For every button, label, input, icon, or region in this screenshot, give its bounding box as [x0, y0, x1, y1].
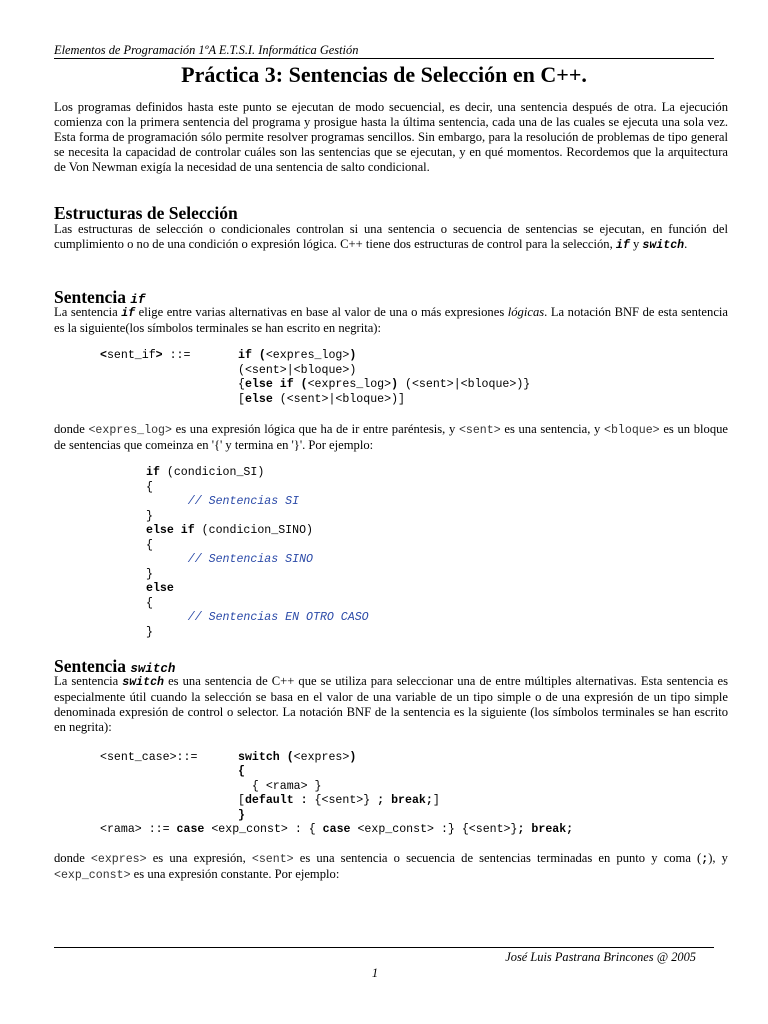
text-span: elige entre varias alternativas en base al valor de una o más expresiones — [135, 305, 508, 319]
bnf-token: [ — [238, 794, 245, 807]
bnf-token: { — [238, 378, 245, 391]
bnf-rama-line — [100, 822, 573, 837]
code-brace: { — [146, 480, 153, 494]
code-token: <expres> — [90, 853, 147, 866]
bnf-if-line-4 — [238, 392, 405, 407]
bnf-token: } — [238, 809, 245, 822]
italic-text: lógicas — [507, 305, 545, 319]
bnf-token: switch ( — [238, 751, 294, 764]
keyword-switch: switch — [122, 676, 165, 689]
code-brace: } — [146, 625, 153, 639]
text-span: es una expresión lógica que ha de ir entre paréntesis, y — [171, 422, 459, 436]
text-span: donde — [54, 422, 89, 436]
bnf-token: <exp_const> : { — [204, 823, 323, 836]
bnf-token: <expres_log> — [265, 349, 350, 362]
text-span: es una sentencia o secuencia de sentencias terminadas en punto y coma ( — [293, 851, 702, 865]
heading-keyword: if — [130, 293, 146, 307]
section-switch-paragraph — [54, 674, 728, 735]
bnf-token: ) — [349, 349, 357, 362]
bnf-token: ) — [391, 378, 399, 391]
code-comment: // Sentencias EN OTRO CASO — [187, 611, 369, 624]
bnf-if-line-2: (<sent>|<bloque>) — [238, 364, 357, 377]
bnf-token: > — [155, 349, 163, 362]
code-token: <exp_const> — [54, 869, 131, 882]
code-keyword: if — [146, 466, 160, 479]
code-token: <expres_log> — [88, 424, 172, 437]
keyword-if: if — [121, 307, 136, 320]
text-span: y — [629, 237, 643, 251]
bnf-if-line-3 — [238, 377, 530, 392]
bnf-token: ; break; — [517, 823, 574, 836]
bnf-switch-line-5 — [238, 808, 245, 823]
bnf-token: [ — [238, 393, 245, 406]
text-span: es una sentencia, y — [500, 422, 604, 436]
text-span: . — [684, 237, 688, 251]
page-number: 1 — [371, 966, 379, 980]
bnf-token: default : — [244, 794, 308, 807]
text-span: es un bloque de sentencias que comeinza en '{' y termina en '}'. Por ejemplo: — [54, 422, 729, 452]
text-span: Las estructuras de selección o condicionales controlan si una sentencia o secuencia de sentencias se ejecutan, en función del cumplimiento o no de una condición o expresión lógica. C++ tiene dos estructuras de control para la selección, — [54, 222, 728, 251]
bnf-token: if ( — [238, 349, 266, 362]
text-span: es una expresión constante. Por ejemplo: — [130, 867, 340, 881]
code-brace: } — [146, 509, 153, 523]
running-header: Elementos de Programación 1ºA E.T.S.I. Informática Gestión — [54, 43, 359, 57]
code-brace: { — [146, 596, 153, 610]
header-divider — [54, 58, 714, 59]
keyword-if: if — [615, 239, 630, 252]
code-text: (condicion_SI) — [159, 466, 265, 479]
code-text: (condicion_SINO) — [194, 524, 313, 537]
bnf-if-line-1 — [238, 348, 356, 363]
bnf-token: {<sent>} — [307, 794, 378, 807]
bnf-token: sent_if — [106, 349, 156, 362]
bnf-token: { — [238, 765, 245, 778]
bnf-token: <expres> — [293, 751, 350, 764]
code-comment: // Sentencias SI — [187, 495, 300, 508]
bnf-token: <exp_const> :} {<sent>} — [350, 823, 518, 836]
code-keyword: else if — [146, 524, 195, 537]
bnf-token: ] — [432, 794, 440, 807]
bnf-token: ) — [349, 751, 357, 764]
code-example-if — [146, 466, 369, 640]
bnf-token: else — [244, 393, 273, 406]
code-token: <sent> — [251, 853, 294, 866]
bnf-token: (<sent>|<bloque>)] — [272, 393, 406, 406]
section-switch-explanation — [54, 851, 728, 883]
bnf-token: <expres_log> — [307, 378, 392, 391]
text-span: ), y — [708, 851, 728, 865]
bnf-if-lhs — [100, 348, 190, 363]
keyword-switch: switch — [642, 239, 685, 252]
bnf-switch-line-4 — [238, 793, 440, 808]
heading-text: Sentencia — [54, 656, 131, 676]
section-if-explanation — [54, 422, 728, 453]
text-span: es una expresión, — [146, 851, 252, 865]
code-token: ; — [701, 853, 709, 866]
text-span: donde — [54, 851, 91, 865]
bnf-switch-line-3: { <rama> } — [238, 780, 322, 793]
page-title: Práctica 3: Sentencias de Selección en C++. — [181, 62, 587, 87]
bnf-token: <rama> ::= — [100, 823, 177, 836]
intro-paragraph: Los programas definidos hasta este punto se ejecutan de modo secuencial, es decir, una sentencia después de otra. La ejecución comienza con la primera sentencia del programa y prosigue hasta la última sentencia, cada una de las cuales se ejecuta una sola vez. Esta forma de programación sólo permite resolver programas sencillos. Sin embargo, para la resolución de problemas de tipo general se necesita la capacidad de controlar cuáles son las sentencias que se ejecutan, y en qué momentos. Recordemos que la arquitectura de Von Newman exigía la necesidad de una sentencia de salto condicional. — [54, 100, 728, 174]
code-keyword: else — [146, 582, 174, 595]
footer-divider — [54, 947, 714, 948]
bnf-token: else if ( — [244, 378, 308, 391]
bnf-switch-line-2 — [238, 764, 245, 779]
code-brace: } — [146, 567, 153, 581]
heading-text: Sentencia — [54, 287, 131, 307]
bnf-switch-line-1 — [238, 750, 356, 765]
section-heading-estructuras: Estructuras de Selección — [54, 203, 238, 223]
code-token: <sent> — [458, 424, 501, 437]
text-span: La sentencia — [54, 305, 122, 319]
code-token: <bloque> — [603, 424, 660, 437]
footer-author: José Luis Pastrana Brincones @ 2005 — [505, 950, 696, 964]
bnf-token: ::= — [162, 349, 191, 362]
heading-keyword: switch — [130, 662, 176, 676]
section-estructuras-paragraph — [54, 222, 728, 253]
text-span: . La notación BNF de esta sentencia es la siguiente(los símbolos terminales se han escrito en negrita): — [54, 305, 728, 335]
bnf-token: (<sent>|<bloque>)} — [398, 378, 531, 391]
text-span: La sentencia — [54, 674, 123, 688]
text-span: es una sentencia de C++ que se utiliza para seleccionar una de entre múltiples alternativas. Esta sentencia es especialmente útil cuando la selección se basa en el valor de una variable de un tipo simple o de una expresión de un tipo simple denominada expresión de control o selector. La notación BNF de la sentencia es la siguiente (los símbolos terminales se han escrito en negrita): — [54, 674, 728, 734]
bnf-token: ; break; — [377, 794, 433, 807]
section-if-paragraph — [54, 305, 728, 336]
bnf-token: case — [176, 823, 205, 836]
bnf-token: case — [322, 823, 351, 836]
code-comment: // Sentencias SINO — [187, 553, 313, 566]
code-brace: { — [146, 538, 153, 552]
bnf-switch-lhs: <sent_case>::= — [100, 751, 198, 764]
bnf-token: < — [100, 349, 107, 362]
